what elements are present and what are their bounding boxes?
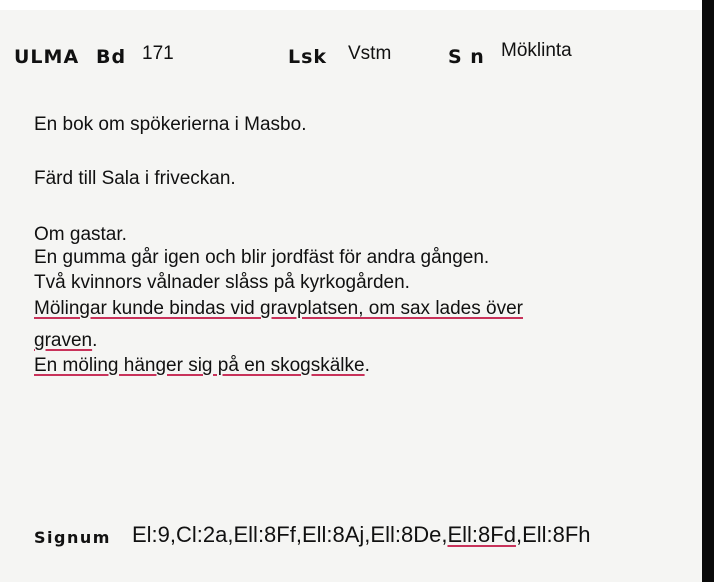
record-line-7: [34, 330, 97, 352]
record-line-5: Två kvinnors vålnader slåss på kyrkogården.: [34, 272, 410, 293]
signum-part: El:9,Cl:2a,Ell:8Ff,Ell:8Aj,Ell:8De,: [132, 522, 448, 547]
volume-label: Bd: [96, 46, 127, 68]
record-line-6: [34, 298, 523, 320]
signum-part: ,Ell:8Fh: [515, 522, 591, 547]
record-line-4: En gumma går igen och blir jordfäst för andra gången.: [34, 247, 490, 268]
record-line-8: [34, 355, 370, 377]
line-end-punct: .: [92, 330, 98, 351]
underlined-text: graven: [34, 330, 93, 351]
record-line-2: Färd till Sala i friveckan.: [34, 168, 236, 189]
parish-label: S n: [448, 46, 485, 68]
underlined-text: Mölingar kunde bindas vid gravplatsen, om sax lades över: [34, 298, 523, 319]
archive-label: ULMA: [14, 46, 80, 68]
scan-border: [702, 0, 714, 582]
parish-value: Möklinta: [501, 40, 572, 61]
signum-label: Signum: [34, 528, 111, 547]
province-label: Lsk: [288, 46, 328, 68]
underlined-text: En möling hänger sig på en skogskälke: [34, 355, 365, 376]
volume-value: 171: [142, 43, 174, 64]
record-line-1: En bok om spökerierna i Masbo.: [34, 114, 307, 135]
signum-value: [132, 521, 692, 549]
card-top-edge: [0, 0, 702, 10]
record-line-3: Om gastar.: [34, 224, 127, 245]
signum-underlined-part: Ell:8Fd: [447, 522, 516, 547]
line-end-punct: .: [364, 355, 370, 376]
province-value: Vstm: [348, 43, 392, 64]
